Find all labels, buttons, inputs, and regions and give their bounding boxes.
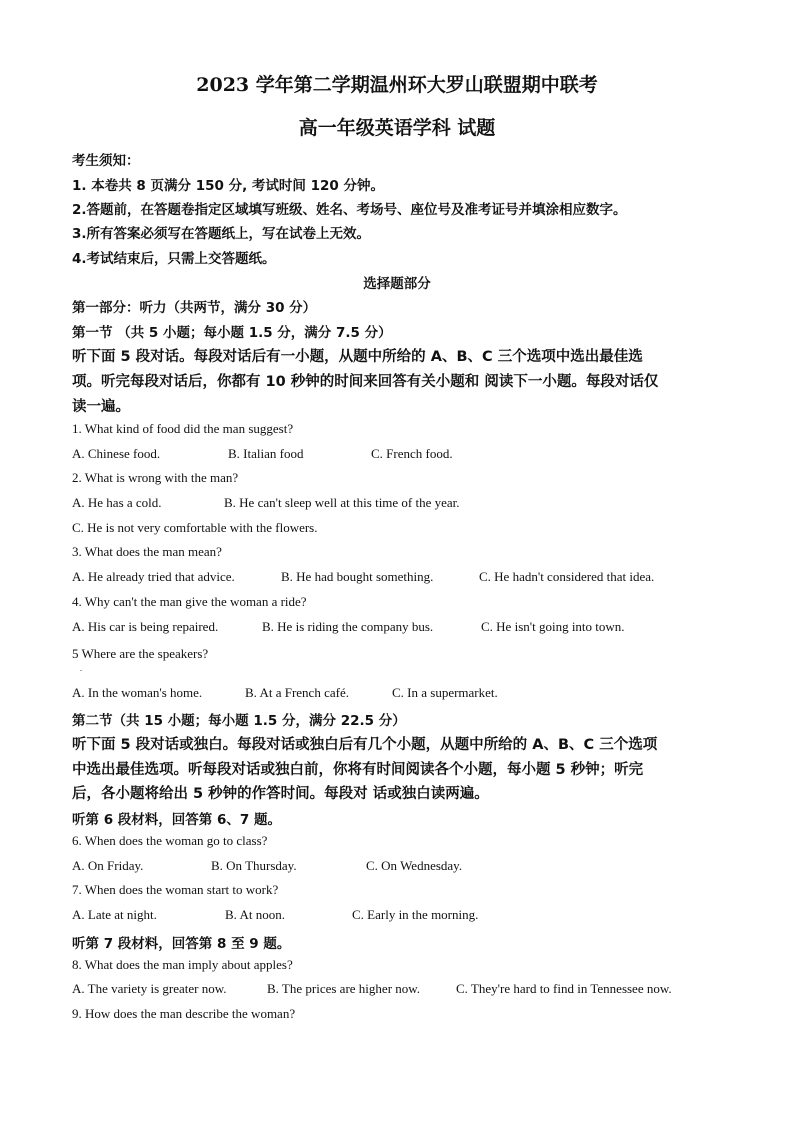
question-2-option-c: C. He is not very comfortable with the flowers.: [72, 520, 318, 535]
section-title: 选择题部分: [363, 276, 431, 292]
question-2-stem: 2. What is wrong with the man?: [72, 470, 239, 485]
question-6-option-b: B. On Thursday.: [211, 858, 297, 873]
question-8-option-a: A. The variety is greater now.: [72, 981, 227, 996]
sec2-instruction-2: 中选出最佳选项。听每段对话或独白前，你将有时间阅读各个小题，每小题 5 秒钟；听完: [72, 762, 644, 778]
text6-heading: 听第 6 段材料，回答第 6、7 题。: [72, 812, 281, 828]
question-3-stem: 3. What does the man mean?: [72, 544, 222, 559]
sec1-instruction-3: 读一遍。: [72, 399, 130, 415]
question-4-option-c: C. He isn't going into town.: [481, 619, 625, 634]
question-3-option-a: A. He already tried that advice.: [72, 569, 235, 584]
notice-item-3: 3.所有答案必须写在答题纸上，写在试卷上无效。: [72, 226, 371, 242]
question-4-option-a: A. His car is being repaired.: [72, 619, 219, 634]
exam-title: 2023 学年第二学期温州环大罗山联盟期中联考: [196, 74, 598, 96]
question-2-option-b: B. He can't sleep well at this time of the year.: [224, 495, 460, 510]
question-1-option-a: A. Chinese food.: [72, 446, 161, 461]
question-1-stem: 1. What kind of food did the man suggest?: [72, 421, 294, 436]
question-2-option-a: A. He has a cold.: [72, 495, 162, 510]
question-9-stem: 9. How does the man describe the woman?: [72, 1006, 296, 1021]
question-1-option-b: B. Italian food: [228, 446, 304, 461]
notice-heading: 考生须知：: [72, 153, 140, 169]
question-8-stem: 8. What does the man imply about apples?: [72, 957, 293, 972]
question-6-stem: 6. When does the woman go to class?: [72, 833, 268, 848]
question-7-option-a: A. Late at night.: [72, 907, 157, 922]
question-5-option-c: C. In a supermarket.: [392, 685, 498, 700]
notice-item-4: 4.考试结束后，只需上交答题纸。: [72, 251, 276, 267]
sec2-instruction-1: 听下面 5 段对话或独白。每段对话或独白后有几个小题，从题中所给的 A、B、C 三个选项: [72, 737, 658, 753]
question-5-option-a: A. In the woman's home.: [72, 685, 203, 700]
part1-sec2-heading: 第二节（共 15 小题；每小题 1.5 分，满分 22.5 分）: [72, 713, 406, 729]
question-7-option-c: C. Early in the morning.: [352, 907, 479, 922]
question-6-option-a: A. On Friday.: [72, 858, 144, 873]
question-5-stem: 5 Where are the speakers?: [72, 646, 209, 661]
sec1-instruction-2: 项。听完每段对话后，你都有 10 秒钟的时间来回答有关小题和 阅读下一小题。每段对话仅: [72, 374, 659, 390]
sec1-instruction-1: 听下面 5 段对话。每段对话后有一小题，从题中所给的 A、B、C 三个选项中选出最佳选: [72, 349, 643, 365]
question-4-option-b: B. He is riding the company bus.: [262, 619, 434, 634]
sec2-instruction-3: 后，各小题将给出 5 秒钟的作答时间。每段对 话或独白读两遍。: [72, 786, 489, 802]
question-4-stem: 4. Why can't the man give the woman a ride?: [72, 594, 307, 609]
notice-item-1: 1. 本卷共 8 页满分 150 分, 考试时间 120 分钟。: [72, 178, 385, 194]
question-7-option-b: B. At noon.: [225, 907, 285, 922]
notice-item-2: 2.答题前，在答题卷指定区域填写班级、姓名、考场号、座位号及准考证号并填涂相应数字。: [72, 202, 627, 218]
question-8-option-b: B. The prices are higher now.: [267, 981, 421, 996]
part1-sec1-heading: 第一节 （共 5 小题；每小题 1.5 分，满分 7.5 分）: [72, 325, 392, 341]
question-3-option-b: B. He had bought something.: [281, 569, 434, 584]
question-1-option-c: C. French food.: [371, 446, 453, 461]
question-8-option-c: C. They're hard to find in Tennessee now.: [456, 981, 672, 996]
question-6-option-c: C. On Wednesday.: [366, 858, 463, 873]
stray-dot: .: [80, 664, 82, 673]
question-7-stem: 7. When does the woman start to work?: [72, 882, 279, 897]
part1-heading: 第一部分：听力（共两节，满分 30 分）: [72, 300, 317, 316]
text7-heading: 听第 7 段材料，回答第 8 至 9 题。: [72, 936, 291, 952]
question-5-option-b: B. At a French café.: [245, 685, 349, 700]
exam-subtitle: 高一年级英语学科 试题: [298, 117, 496, 139]
question-3-option-c: C. He hadn't considered that idea.: [479, 569, 655, 584]
